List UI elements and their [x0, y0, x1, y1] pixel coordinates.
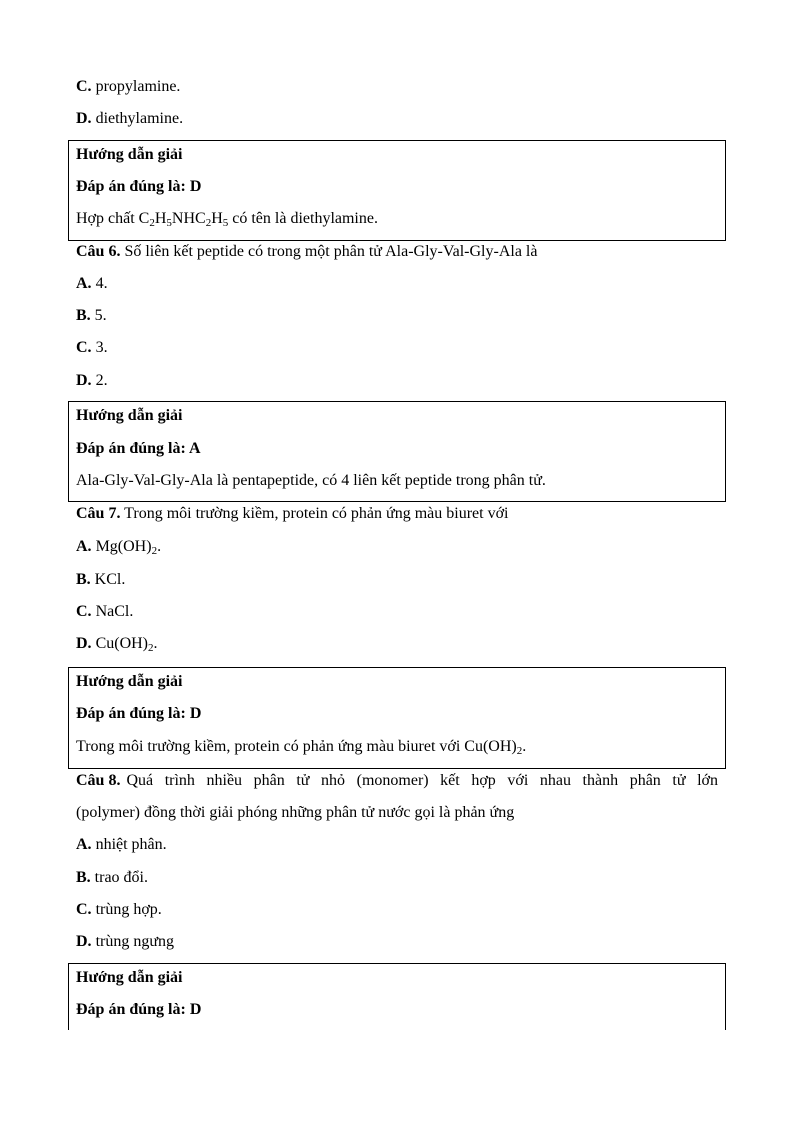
- q7-option-c: C. NaCl.: [76, 603, 134, 620]
- solution-heading: Hướng dẫn giải: [76, 407, 183, 424]
- solution-explanation: Hợp chất $C_2H_5NHC_2H_5$ có tên là diethylamine.: [76, 210, 378, 229]
- solution-box-q7: [68, 667, 726, 769]
- q6-option-c: C. 3.: [76, 339, 108, 356]
- solution-answer: Đáp án đúng là: D: [76, 705, 202, 722]
- q7-option-b: B. KCl.: [76, 571, 126, 588]
- question-6: Câu 6. Số liên kết peptide có trong một phân tử Ala-Gly-Val-Gly-Ala là: [76, 243, 538, 260]
- q7-option-a: A. $Mg(OH)_2$.: [76, 538, 162, 557]
- q8-option-a: A. nhiệt phân.: [76, 836, 167, 853]
- q7-option-d: D. $Cu(OH)_2$.: [76, 635, 158, 654]
- q8-option-d: D. trùng ngưng: [76, 933, 175, 950]
- solution-heading: Hướng dẫn giải: [76, 146, 183, 163]
- q6-option-a: A. 4.: [76, 275, 108, 292]
- solution-explanation: Ala-Gly-Val-Gly-Ala là pentapeptide, có 4 liên kết peptide trong phân tử.: [76, 472, 546, 489]
- solution-answer: Đáp án đúng là: A: [76, 440, 201, 457]
- question-7: Câu 7. Trong môi trường kiềm, protein có phản ứng màu biuret với: [76, 505, 509, 522]
- option-c-prev: C. propylamine.: [76, 78, 181, 95]
- q8-option-b: B. trao đổi.: [76, 869, 148, 886]
- solution-answer: Đáp án đúng là: D: [76, 1001, 202, 1018]
- q6-option-d: D. 2.: [76, 372, 108, 389]
- solution-box-q8: [68, 963, 726, 1030]
- question-8-line-1: Câu 8. Quá trình nhiều phân tử nhỏ (monomer) kết hợp với nhau thành phân tử lớn: [76, 772, 718, 789]
- option-d-prev: D. diethylamine.: [76, 110, 184, 127]
- solution-box-prev: [68, 140, 726, 241]
- q8-option-c: C. trùng hợp.: [76, 901, 162, 918]
- question-8-line-2: (polymer) đồng thời giải phóng những phân tử nước gọi là phản ứng: [76, 804, 515, 821]
- q6-option-b: B. 5.: [76, 307, 107, 324]
- solution-explanation: Trong môi trường kiềm, protein có phản ứng màu biuret với $Cu(OH)_2$.: [76, 738, 527, 757]
- solution-heading: Hướng dẫn giải: [76, 969, 183, 986]
- solution-answer: Đáp án đúng là: D: [76, 178, 202, 195]
- solution-box-q6: [68, 401, 726, 502]
- solution-heading: Hướng dẫn giải: [76, 673, 183, 690]
